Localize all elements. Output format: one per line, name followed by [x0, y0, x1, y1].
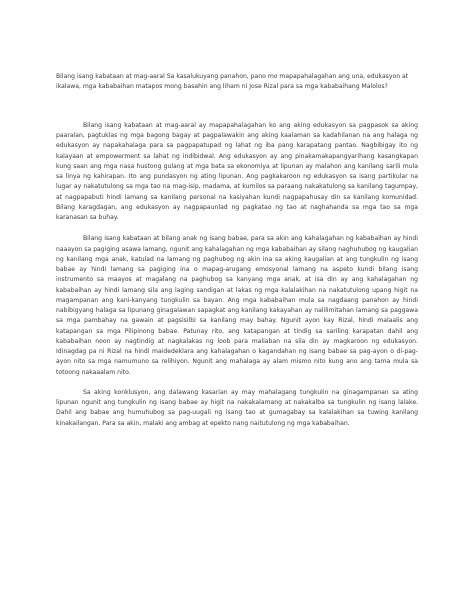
- paragraph-women: Bilang isang kabataan at bilang anak ng isang babae, para sa akin ang kahalagahan ng kababaihan ay hindi naaayon sa pagiging asawa lamang, ngunit ang kahalagahan ng mga kababaihan ay silang naghuhubog ng kaugalian ng kanilang mga anak, katulad na lamang ng paghubog ng akin ina sa aking kaugalian at ang tungkulin ng isang babae ay hindi lamang sa pagiging ina o mapag-arugang emosyonal lamang na aspeto kundi bilang isang instrumento sa maayos at magalang na paghubog sa kanyang mga anak, at isa din ay ang kahalagahan ng kababaihan ay hindi lamang sila ang laging sandigan at lakas ng mga kalalakihan na nakatutulong upang higit na magampanan ang kani-kanyang tungkulin sa bayan. Ang mga kababaihan mula sa nagdaang panahon ay hindi nabibigyang halaga sa lipunang ginagalawan sapagkat ang kanilang kakayahan ay nalilimitahan lamang sa paggawa sa mga pambahay na gawain at pagsisilbi sa kanilang may bahay. Ngunit ayon kay Rizal, hindi malaalis ang katapangan sa mga Pilipinong babae. Patunay rito, ang katapangan at tindig sa sariling karapatan dahil ang kababaihan noon ay nagtindig at nagkalakas ng loob para maliaban na sila din ay magkaroon ng edukasyon. Idinagdag pa ni Rizal na hindi maidedeklara ang kahalagahan o kagandahan ng isang babae sa pag-ayon o di-pag-ayon nito sa mga namumuno sa relihiyon. Ngunit ang mahalaga ay alam mismo nito kung ano ang tama mula sa totoong nakaaalam nito.: [56, 235, 418, 376]
- essay-body: [56, 121, 418, 429]
- paragraph-conclusion: Sa aking konklusyon, ang dalawang kasarian ay may mahalagang tungkulin na ginagampanan sa ating lipunan ngunit ang tungkulin ng isang babae ay higit na nakakalamang at nakakalba sa tungkulin ng isang lalake. Dahil ang babae ang humuhubog sa pag-uugali ng isang tao at gumagabay sa kalalakihan sa tuwing kanilang kinakailangan. Para sa akin, malaki ang ambag at epekto nang naitutulong ng mga kababaihan.: [56, 388, 418, 427]
- essay-question: Bilang isang kabataan at mag-aaral Sa kasalukuyang panahon, pano mo mapapahalagahan ang una, edukasyon at ikalawa, mga kababaihan matapos mong basahin ang liham ni Jose Rizal para sa mga kababaihang Malolos?: [56, 73, 409, 91]
- document-page: [56, 72, 418, 439]
- paragraph-education: Bilang isang kabataan at mag-aaral ay mapapahalagahan ko ang aking edukasyon sa pagpasok sa aking paaralan, pagtuklas ng mga bagong bagay at pagpalawakin ang aking kaalaman sa kadahilanan na ang halaga ng edukasyon ay napakahalaga para sa pagpapatupad ng lahat ng iba pang karapatang pantao. Nagbibigay ito ng kalayaan at empowerment sa lahat ng indibidwal. Ang edukasyon ay ang pinakamakapangyarihang kasangkapan kung saan ang mga nasa hustong gulang at mga bata sa ekonomiya at lipunan ay malahon ang kanilang sarili mula sa linya ng kahirapan. Ito ang pundasyon ng ating lipunan. Ang pagkakaroon ng edukasyon sa isang partikular na lugar ay nakatutulong sa mga tao na mag-isip, madama, at kumilos sa paraang nakakatulong sa kanilang tagumpay, at nagpapabuti hindi lamang sa kanilang personal na kasiyahan kundi nagpapahusay din sa kanilang komunidad. Bilang karagdagan, ang edukasyon ay nagpapaunlad ng pagkatao ng tao at naghahanda sa mga tao sa mga karanasan sa buhay.: [56, 121, 418, 222]
